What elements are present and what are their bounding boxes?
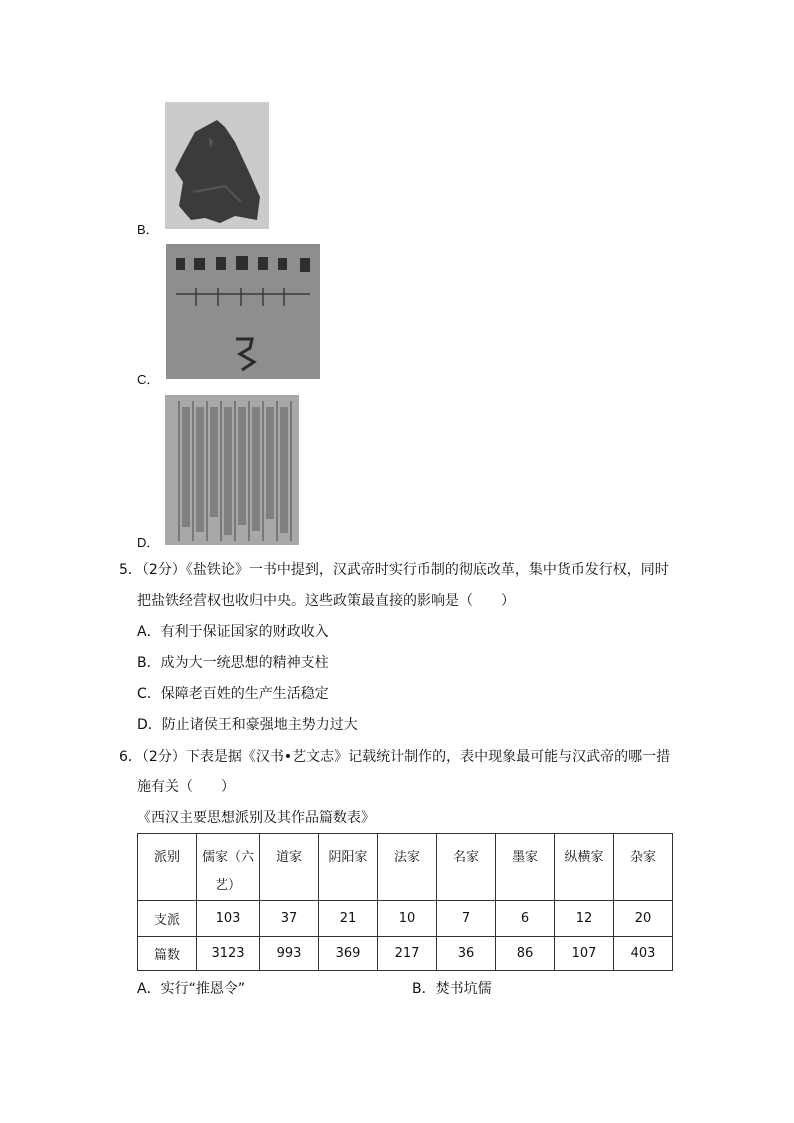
option-d-label: D．	[137, 535, 160, 550]
option-b-image	[165, 102, 269, 229]
table-header-cell: 名家	[437, 834, 496, 901]
table-title: 《西汉主要思想派别及其作品篇数表》	[137, 810, 375, 826]
question-5-stem-line2: 把盐铁经营权也收归中央。这些政策最直接的影响是（ ）	[137, 593, 515, 609]
table-header-cell: 杂家	[614, 834, 673, 901]
question-5-stem-line1: 5．（2分）《盐铁论》一书中提到，汉武帝时实行币制的彻底改革，集中货币发行权，同时	[119, 562, 669, 578]
table-cell: 20	[614, 901, 673, 937]
bamboo-slip-record-icon	[166, 244, 320, 379]
question-5-option-a[interactable]: A．有利于保证国家的财政收入	[137, 624, 329, 640]
table-cell: 21	[319, 901, 378, 937]
table-header-cell: 道家	[260, 834, 319, 901]
option-d-image	[165, 395, 299, 545]
table-header-row	[138, 834, 673, 901]
table-cell: 86	[496, 937, 555, 971]
question-6-option-a[interactable]: A．实行“推恩令”	[137, 981, 246, 997]
option-b-label: B．	[137, 222, 159, 237]
artifact-fragment-icon	[165, 102, 269, 229]
question-5-option-b[interactable]: B．成为大一统思想的精神支柱	[137, 655, 329, 671]
option-c-label: C．	[137, 372, 160, 387]
table-row	[138, 937, 673, 971]
table-cell: 403	[614, 937, 673, 971]
question-5-option-d[interactable]: D．防止诸侯王和豪强地主势力过大	[137, 717, 358, 733]
question-6-stem-line2: 施有关（ ）	[137, 779, 235, 795]
schools-works-table	[137, 833, 673, 971]
table-header-cell: 儒家（六艺）	[197, 834, 260, 901]
table-header-cell: 派别	[138, 834, 197, 901]
table-cell: 6	[496, 901, 555, 937]
table-cell: 103	[197, 901, 260, 937]
question-6-option-b[interactable]: B．焚书坑儒	[412, 981, 492, 997]
table-header-cell: 纵横家	[555, 834, 614, 901]
table-cell: 369	[319, 937, 378, 971]
ancient-text-page-icon	[165, 395, 299, 545]
table-cell: 12	[555, 901, 614, 937]
table-cell: 993	[260, 937, 319, 971]
table-cell: 3123	[197, 937, 260, 971]
table-cell: 7	[437, 901, 496, 937]
option-c-image	[166, 244, 320, 379]
table-cell: 36	[437, 937, 496, 971]
table-row-label: 篇数	[138, 937, 197, 971]
table-row	[138, 901, 673, 937]
table-cell: 217	[378, 937, 437, 971]
table-header-cell: 阴阳家	[319, 834, 378, 901]
question-6-stem-line1: 6．（2分）下表是据《汉书•艺文志》记载统计制作的，表中现象最可能与汉武帝的哪一措	[119, 749, 671, 765]
table-cell: 37	[260, 901, 319, 937]
table-cell: 107	[555, 937, 614, 971]
table-cell: 10	[378, 901, 437, 937]
table-header-cell: 法家	[378, 834, 437, 901]
question-5-option-c[interactable]: C．保障老百姓的生产生活稳定	[137, 686, 329, 702]
table-header-cell: 墨家	[496, 834, 555, 901]
table-row-label: 支派	[138, 901, 197, 937]
